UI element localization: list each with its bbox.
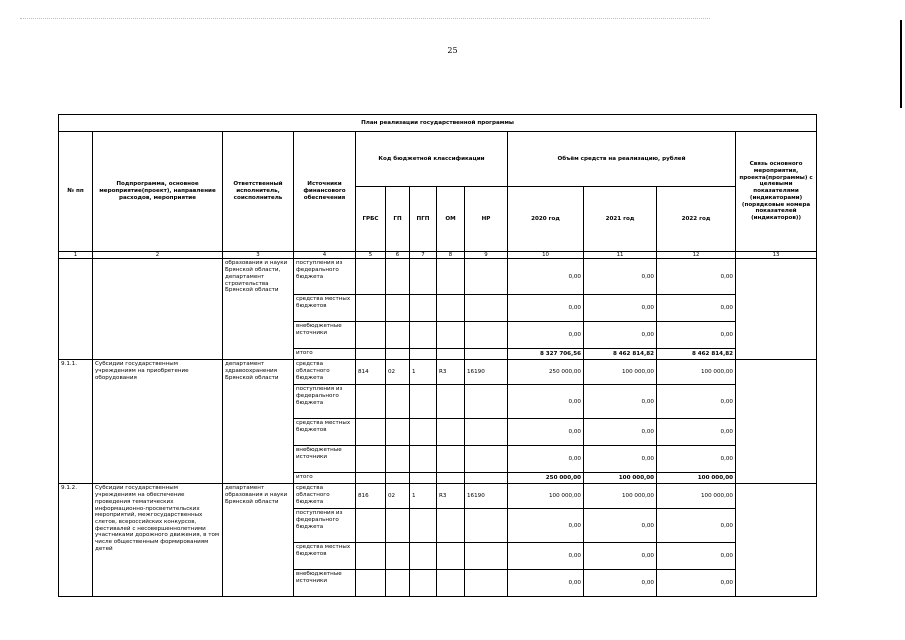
col-number: 13 (736, 252, 817, 259)
table-row (59, 360, 817, 385)
cell-gp (386, 322, 410, 349)
row-source: внебюджетные источники (294, 322, 356, 349)
row-num (59, 259, 93, 360)
table-row (59, 259, 817, 295)
value-2020: 0,00 (508, 509, 584, 543)
col-number: 1 (59, 252, 93, 259)
row-source: средства областного бюджета (294, 360, 356, 385)
cell-pgp (410, 509, 437, 543)
col-number: 6 (386, 252, 410, 259)
table-title-row (59, 115, 817, 132)
row-source: средства местных бюджетов (294, 543, 356, 570)
cell-pgp (410, 543, 437, 570)
cell-nr (465, 385, 508, 419)
row-executor: департамент здравоохранения Брянской области (223, 360, 294, 484)
row-source: итого (294, 349, 356, 360)
cell-gp (386, 543, 410, 570)
value-2020: 100 000,00 (508, 484, 584, 509)
value-2022: 0,00 (657, 543, 736, 570)
col-number: 11 (584, 252, 657, 259)
cell-nr: 16190 (465, 360, 508, 385)
header-sources: Источники финансового обеспечения (294, 132, 356, 252)
cell-grbs (356, 543, 386, 570)
col-number: 5 (356, 252, 386, 259)
header-executor: Ответственный исполнитель, соисполнитель (223, 132, 294, 252)
col-number: 12 (657, 252, 736, 259)
row-source: поступления из федерального бюджета (294, 509, 356, 543)
header-pgp: ПГП (410, 187, 437, 252)
header-2020: 2020 год (508, 187, 584, 252)
cell-grbs: 816 (356, 484, 386, 509)
cell-om (437, 349, 465, 360)
value-2022: 0,00 (657, 322, 736, 349)
cell-pgp (410, 295, 437, 322)
header-grbs: ГРБС (356, 187, 386, 252)
cell-pgp (410, 259, 437, 295)
row-executor: образования и науки Брянской области, департамент строительства Брянской области (223, 259, 294, 360)
cell-gp (386, 570, 410, 597)
cell-om (437, 473, 465, 484)
table-row (59, 484, 817, 509)
row-source: поступления из федерального бюджета (294, 259, 356, 295)
row-source: внебюджетные источники (294, 446, 356, 473)
cell-pgp (410, 385, 437, 419)
cell-nr (465, 509, 508, 543)
row-num: 9.1.1. (59, 360, 93, 484)
cell-grbs (356, 259, 386, 295)
header-row-1 (59, 132, 817, 187)
cell-grbs (356, 295, 386, 322)
value-2022: 0,00 (657, 446, 736, 473)
value-2021: 0,00 (584, 570, 657, 597)
col-number: 4 (294, 252, 356, 259)
header-2022: 2022 год (657, 187, 736, 252)
page-number: 25 (447, 46, 458, 55)
cell-nr (465, 295, 508, 322)
total-2022: 100 000,00 (657, 473, 736, 484)
cell-nr (465, 322, 508, 349)
plan-table (58, 114, 817, 597)
cell-grbs (356, 473, 386, 484)
cell-grbs: 814 (356, 360, 386, 385)
value-2020: 0,00 (508, 295, 584, 322)
row-name: Субсидии государственным учреждениям на обеспечение проведения тематических информационно-просветительских мероприятий, межгосударственных слетов, всероссийских конкурсов, фестивалей с несовершеннолетними участниками дорожного движения, в том числе общественным формированиям детей (93, 484, 223, 597)
row-num: 9.1.2. (59, 484, 93, 597)
header-2021: 2021 год (584, 187, 657, 252)
cell-om (437, 385, 465, 419)
cell-pgp (410, 419, 437, 446)
value-2022: 0,00 (657, 570, 736, 597)
col-number: 2 (93, 252, 223, 259)
value-2022: 0,00 (657, 385, 736, 419)
cell-pgp (410, 322, 437, 349)
value-2021: 0,00 (584, 385, 657, 419)
row-source: средства областного бюджета (294, 484, 356, 509)
value-2021: 0,00 (584, 509, 657, 543)
col-number: 3 (223, 252, 294, 259)
cell-pgp (410, 446, 437, 473)
cell-gp (386, 446, 410, 473)
value-2022: 0,00 (657, 509, 736, 543)
scan-edge-mark (900, 20, 902, 108)
cell-pgp: 1 (410, 484, 437, 509)
cell-om (437, 509, 465, 543)
row-source: средства местных бюджетов (294, 295, 356, 322)
cell-grbs (356, 570, 386, 597)
value-2022: 0,00 (657, 295, 736, 322)
scan-artifact-line (20, 18, 710, 21)
cell-om (437, 543, 465, 570)
header-link: Связь основного мероприятия, проекта(программы) с целевыми показателями (индикаторами) (порядковые номера показателей (индикаторов)) (736, 132, 817, 252)
col-number: 7 (410, 252, 437, 259)
cell-om: R3 (437, 360, 465, 385)
row-source: итого (294, 473, 356, 484)
cell-om (437, 322, 465, 349)
cell-gp (386, 419, 410, 446)
row-link (736, 484, 817, 597)
value-2021: 0,00 (584, 322, 657, 349)
row-link (736, 360, 817, 484)
cell-nr (465, 543, 508, 570)
value-2022: 0,00 (657, 259, 736, 295)
value-2021: 0,00 (584, 259, 657, 295)
value-2022: 100 000,00 (657, 360, 736, 385)
value-2021: 0,00 (584, 446, 657, 473)
cell-gp: 02 (386, 484, 410, 509)
cell-gp (386, 295, 410, 322)
cell-grbs (356, 509, 386, 543)
header-budget-code: Код бюджетной классификации (356, 132, 508, 187)
cell-om (437, 446, 465, 473)
value-2021: 0,00 (584, 419, 657, 446)
plan-table-container (58, 114, 813, 597)
cell-pgp (410, 349, 437, 360)
cell-nr (465, 259, 508, 295)
column-number-row (59, 252, 817, 259)
cell-nr (465, 446, 508, 473)
cell-nr: 16190 (465, 484, 508, 509)
cell-gp (386, 385, 410, 419)
row-source: средства местных бюджетов (294, 419, 356, 446)
cell-om (437, 259, 465, 295)
value-2020: 0,00 (508, 570, 584, 597)
cell-pgp (410, 473, 437, 484)
cell-pgp (410, 570, 437, 597)
total-2020: 250 000,00 (508, 473, 584, 484)
value-2020: 0,00 (508, 446, 584, 473)
total-2021: 100 000,00 (584, 473, 657, 484)
value-2022: 100 000,00 (657, 484, 736, 509)
value-2020: 250 000,00 (508, 360, 584, 385)
cell-grbs (356, 349, 386, 360)
header-om: ОМ (437, 187, 465, 252)
value-2020: 0,00 (508, 322, 584, 349)
cell-om (437, 570, 465, 597)
cell-gp (386, 509, 410, 543)
col-number: 10 (508, 252, 584, 259)
cell-gp (386, 349, 410, 360)
value-2021: 0,00 (584, 543, 657, 570)
cell-om: R3 (437, 484, 465, 509)
value-2022: 0,00 (657, 419, 736, 446)
row-name: Субсидии государственным учреждениям на приобретение оборудования (93, 360, 223, 484)
total-2022: 8 462 814,82 (657, 349, 736, 360)
value-2020: 0,00 (508, 259, 584, 295)
table-title: План реализации государственной программы (59, 115, 817, 132)
cell-gp (386, 473, 410, 484)
value-2020: 0,00 (508, 543, 584, 570)
cell-pgp: 1 (410, 360, 437, 385)
total-2020: 8 327 706,56 (508, 349, 584, 360)
cell-grbs (356, 419, 386, 446)
cell-nr (465, 570, 508, 597)
value-2020: 0,00 (508, 385, 584, 419)
value-2021: 0,00 (584, 295, 657, 322)
header-num: № пп (59, 132, 93, 252)
header-name: Подпрограмма, основное мероприятие(проект), направление расходов, мероприятие (93, 132, 223, 252)
cell-nr (465, 473, 508, 484)
value-2021: 100 000,00 (584, 484, 657, 509)
header-funds: Объём средств на реализацию, рублей (508, 132, 736, 187)
cell-grbs (356, 322, 386, 349)
cell-grbs (356, 385, 386, 419)
cell-nr (465, 349, 508, 360)
cell-gp: 02 (386, 360, 410, 385)
row-executor: департамент образования и науки Брянской области (223, 484, 294, 597)
total-2021: 8 462 814,82 (584, 349, 657, 360)
value-2020: 0,00 (508, 419, 584, 446)
cell-om (437, 295, 465, 322)
header-nr: НР (465, 187, 508, 252)
cell-gp (386, 259, 410, 295)
cell-grbs (356, 446, 386, 473)
value-2021: 100 000,00 (584, 360, 657, 385)
row-source: внебюджетные источники (294, 570, 356, 597)
row-link (736, 259, 817, 360)
row-source: поступления из федерального бюджета (294, 385, 356, 419)
col-number: 9 (465, 252, 508, 259)
cell-nr (465, 419, 508, 446)
col-number: 8 (437, 252, 465, 259)
header-gp: ГП (386, 187, 410, 252)
cell-om (437, 419, 465, 446)
row-name (93, 259, 223, 360)
